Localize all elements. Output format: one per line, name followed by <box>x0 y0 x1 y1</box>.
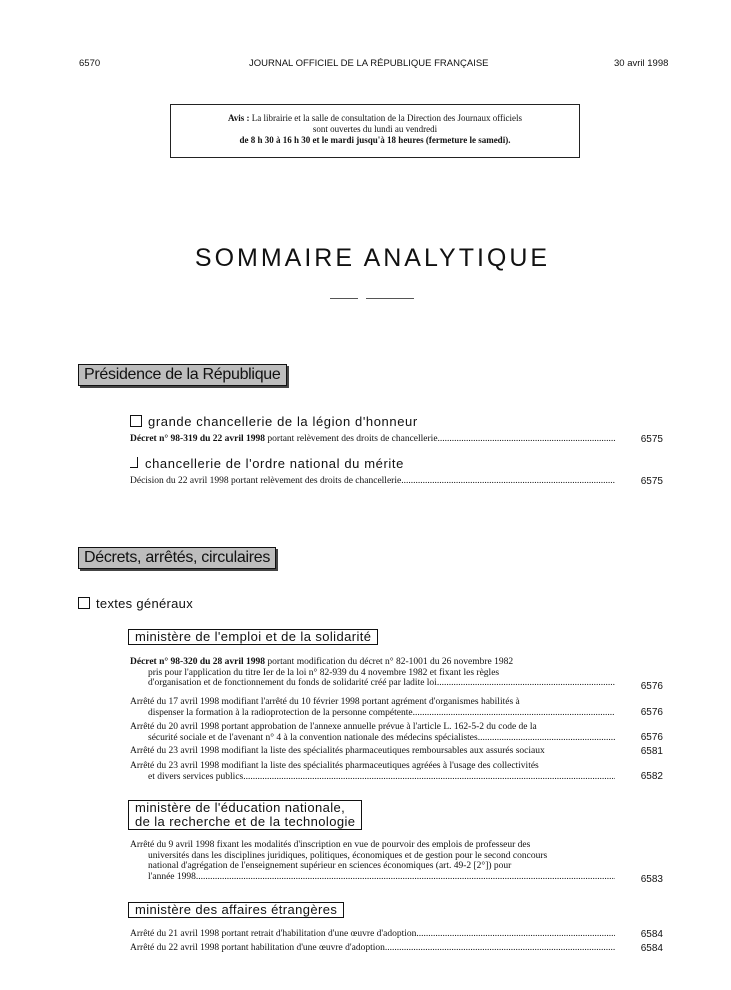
title-rule-left <box>330 298 358 299</box>
entry-arrete-9-avril[interactable]: Arrêté du 9 avril 1998 fixant les modalités d'inscription en vue de pourvoir des emplois de professeur des universités dans les disciplines juridiques, politiques, économiques et de gestion pour le second concours national d'agrégation de l'enseignement supérieur en sciences économiques (art. 49-2 [2°]) pour l'année 1998 ..... <box>130 840 615 882</box>
entry-decret-98-319[interactable]: Décret n° 98-319 du 22 avril 1998 portant relèvement des droits de chancellerie ..... <box>130 434 615 445</box>
entry-arrete-22-avril[interactable]: Arrêté du 22 avril 1998 portant habilitation d'une œuvre d'adoption ..... <box>130 943 615 954</box>
corner-bracket-icon <box>130 457 138 468</box>
checkbox-icon <box>130 415 142 427</box>
notice-line-3: de 8 h 30 à 16 h 30 et le mardi jusqu'à 18 heures (fermeture le samedi). <box>239 135 511 145</box>
page-ref: 6581 <box>640 746 663 757</box>
page-title: SOMMAIRE ANALYTIQUE <box>194 244 551 272</box>
notice-box <box>170 104 580 158</box>
ministry-emploi: ministère de l'emploi et de la solidarité <box>128 629 378 645</box>
ministry-education: ministère de l'éducation nationale, de la recherche et de la technologie <box>128 800 362 830</box>
page-ref: 6582 <box>640 771 663 782</box>
notice-line-1: La librairie et la salle de consultation de la Direction des Journaux officiels <box>251 113 523 123</box>
page-ref: 6576 <box>640 707 663 718</box>
title-rule-right <box>366 298 414 299</box>
page-ref: 6575 <box>640 476 663 487</box>
page-ref: 6584 <box>640 943 663 954</box>
entry-decision-22-avril[interactable]: Décision du 22 avril 1998 portant relèvement des droits de chancellerie ..... <box>130 476 615 487</box>
page-ref: 6576 <box>640 681 663 692</box>
journal-title: JOURNAL OFFICIEL DE LA RÉPUBLIQUE FRANÇAISE <box>249 58 489 69</box>
entry-arrete-17-avril[interactable]: Arrêté du 17 avril 1998 modifiant l'arrêté du 10 février 1998 portant agrément d'organismes habilités à dispenser la formation à la radioprotection de la personne compétente ..... <box>130 697 615 718</box>
section-decrets: Décrets, arrêtés, circulaires <box>78 547 276 569</box>
subsection-textes-generaux: textes généraux <box>78 596 193 611</box>
page-ref: 6576 <box>640 732 663 743</box>
entry-arrete-21-avril[interactable]: Arrêté du 21 avril 1998 portant retrait d'habilitation d'une œuvre d'adoption ..... <box>130 929 615 940</box>
entry-arrete-20-avril[interactable]: Arrêté du 20 avril 1998 portant approbation de l'annexe annuelle prévue à l'article L. 162-5-2 du code de la sécurité sociale et de l'avenant n° 4 à la convention nationale des médecins spécialistes ..... <box>130 722 615 743</box>
entry-arrete-23-avril-remboursables[interactable]: Arrêté du 23 avril 1998 modifiant la liste des spécialités pharmaceutiques remboursables aux assurés sociaux <box>130 746 545 756</box>
page-ref: 6584 <box>640 929 663 940</box>
notice-line-2: sont ouvertes du lundi au vendredi <box>312 124 438 134</box>
page-ref: 6575 <box>640 434 663 445</box>
entry-decret-98-320[interactable]: Décret n° 98-320 du 28 avril 1998 portant modification du décret n° 82-1001 du 26 novembre 1982 pris pour l'application du titre Ier de la loi n° 82-939 du 4 novembre 1982 et fixant les règles d'organisation et de fonctionnement du fonds de solidarité créé par ladite loi ..... <box>130 657 615 689</box>
section-presidence: Présidence de la République <box>78 364 287 386</box>
page-number: 6570 <box>79 58 101 69</box>
ministry-affaires-etrangeres: ministère des affaires étrangères <box>128 902 344 918</box>
entry-arrete-23-avril-collectivites[interactable]: Arrêté du 23 avril 1998 modifiant la liste des spécialités pharmaceutiques agréées à l'usage des collectivités et divers services publics ..... <box>130 761 615 782</box>
notice-label: Avis : <box>227 113 250 123</box>
subsection-legion-honneur: grande chancellerie de la légion d'honneur <box>130 414 418 429</box>
page-ref: 6583 <box>640 874 663 885</box>
subsection-ordre-merite: chancellerie de l'ordre national du mérite <box>130 456 404 471</box>
issue-date: 30 avril 1998 <box>614 58 669 69</box>
checkbox-icon <box>78 597 90 609</box>
